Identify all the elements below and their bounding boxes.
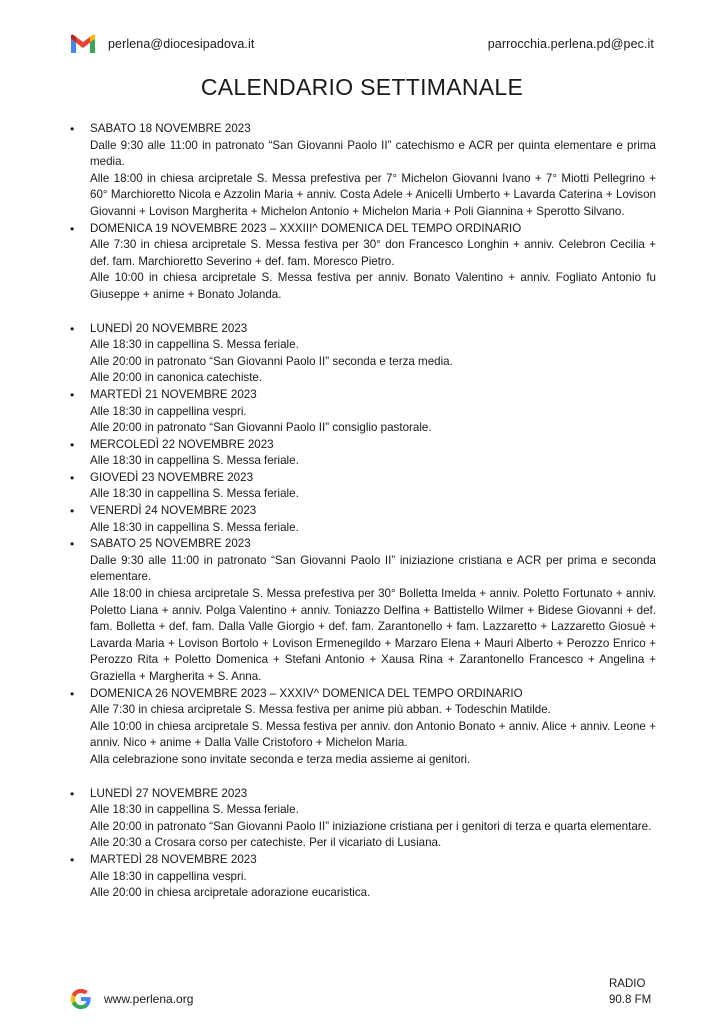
entry-line: Alle 20:30 a Crosara corso per catechiste. Per il vicariato di Lusiana.: [90, 836, 442, 850]
entry-line: Alle 18:30 in cappellina S. Messa feriale.: [90, 454, 299, 468]
email-link-diocesi[interactable]: perlena@diocesipadova.it: [108, 37, 255, 51]
bullet-icon: •: [70, 122, 75, 136]
entry-line: Alle 20:00 in patronato “San Giovanni Paolo II” iniziazione cristiana per i genitori di terza e quarta elementare.: [90, 819, 652, 833]
bullet-icon: •: [70, 686, 75, 701]
bullet-icon: •: [70, 221, 75, 236]
entry-date: MARTEDÌ 28 NOVEMBRE 2023: [90, 852, 257, 866]
radio-info: [609, 976, 651, 1008]
entry-line: Alle 18:30 in cappellina S. Messa feriale.: [90, 520, 299, 534]
entry-date: DOMENICA 26 NOVEMBRE 2023 – XXXIV^ DOMENICA DEL TEMPO ORDINARIO: [90, 686, 523, 700]
entry-date: DOMENICA 19 NOVEMBRE 2023 – XXXIII^ DOMENICA DEL TEMPO ORDINARIO: [90, 221, 522, 235]
entry-line: Alle 20:00 in patronato “San Giovanni Paolo II” seconda e terza media.: [90, 354, 453, 368]
entry-line: Alle 10:00 in chiesa arcipretale S. Messa festiva per anniv. don Antonio Bonato + anniv. Alice + anniv. Leone + anniv. Nico + anime + Dalla Valle Cristoforo + Michelon Maria.: [90, 719, 656, 750]
calendar-entry: [70, 121, 656, 221]
entry-line: Alle 18:30 in cappellina S. Messa feriale.: [90, 338, 299, 352]
entry-line: Alle 20:00 in patronato “San Giovanni Paolo II” consiglio pastorale.: [90, 421, 432, 435]
entry-date: LUNEDÌ 27 NOVEMBRE 2023: [90, 786, 248, 800]
bullet-icon: •: [70, 504, 75, 519]
entry-date: GIOVEDÌ 23 NOVEMBRE 2023: [90, 470, 254, 484]
calendar-entry: [70, 536, 656, 685]
bullet-icon: •: [70, 387, 75, 402]
entry-line: Dalle 9:30 alle 11:00 in patronato “San Giovanni Paolo II” catechismo e ACR per quinta elementare e prima media.: [90, 138, 656, 169]
entry-line: Alle 18:00 in chiesa arcipretale S. Messa prefestiva per 7° Michelon Giovanni Ivano + 7° Miotti Pellegrino + 60° Marchioretto Nicola e Azzolin Maria + anniv. Costa Adele + Anicelli Umberto + Lavarda Caterina + Lovison Giovanni + Lovison Margherita + Michelon Antonio + Michelon Maria + Poli Giannina + Sperotto Silvano.: [90, 171, 656, 218]
entry-line: Alle 18:30 in cappellina vespri.: [90, 404, 247, 418]
entry-line: Alle 18:30 in cappellina S. Messa feriale.: [90, 803, 299, 817]
calendar-entry: [70, 321, 656, 387]
calendar-entry: [70, 686, 656, 769]
bullet-icon: •: [70, 852, 75, 867]
page-title: CALENDARIO SETTIMANALE: [200, 74, 524, 100]
bullet-icon: •: [70, 786, 75, 801]
calendar-list: [70, 121, 656, 902]
bullet-icon: •: [70, 537, 75, 552]
website-link[interactable]: www.perlena.org: [104, 992, 194, 1006]
gmail-icon: [70, 33, 96, 55]
calendar-entry: [70, 221, 656, 304]
entry-line: Alle 20:00 in chiesa arcipretale adorazione eucaristica.: [90, 886, 371, 900]
entry-date: VENERDÌ 24 NOVEMBRE 2023: [90, 504, 257, 518]
calendar-entry: [70, 852, 656, 902]
bullet-icon: •: [70, 437, 75, 452]
entry-line: Alle 18:30 in cappellina S. Messa feriale.: [90, 487, 299, 501]
google-icon: [70, 988, 92, 1010]
entry-date: SABATO 25 NOVEMBRE 2023: [90, 537, 251, 551]
entry-line: Alle 7:30 in chiesa arcipretale S. Messa festiva per anime più abban. + Todeschin Matilde.: [90, 703, 551, 717]
entry-line: Alle 18:00 in chiesa arcipretale S. Messa prefestiva per 30° Bolletta Imelda + anniv. Poletto Fortunato + anniv. Poletto Liana + anniv. Polga Valentino + anniv. Toniazzo Delfina + Battistello Wilmer + Bidese Giovanni + def. fam. Bolletta + def. fam. Dalla Valle Giorgio + def. fam. Zarantonello + fam. Lazzaretto + Lazzaretto Giosuè + Lavarda Maria + Lovison Bortolo + Lovison Ermenegildo + Marzaro Elena + Mauri Alberto + Perozzo Enrico + Perozzo Rita + Poletto Domenica + Stefani Antonio + Xausa Rina + Zarantonello Francesco + Angelina + Graziella + Margherita + S. Anna.: [90, 587, 656, 683]
entry-line: Alle 7:30 in chiesa arcipretale S. Messa festiva per 30° don Francesco Longhin + anniv. Celebron Cecilia + def. fam. Marchioretto Severino + def. fam. Moresco Pietro.: [90, 238, 656, 268]
email-link-pec[interactable]: parrocchia.perlena.pd@pec.it: [487, 37, 654, 51]
entry-date: LUNEDÌ 20 NOVEMBRE 2023: [90, 321, 248, 335]
entry-line: Alla celebrazione sono invitate seconda e terza media assieme ai genitori.: [90, 752, 471, 766]
radio-label: RADIO: [609, 978, 646, 990]
entry-line: Alle 20:00 in canonica catechiste.: [90, 371, 263, 385]
entry-line: Alle 10:00 in chiesa arcipretale S. Messa festiva per anniv. Bonato Valentino + anniv. Fogliato Antonio fu Giuseppe + anime + Bonato Jolanda.: [90, 271, 656, 301]
calendar-entry: [70, 503, 656, 536]
bullet-icon: •: [70, 470, 75, 485]
entry-date: SABATO 18 NOVEMBRE 2023: [90, 122, 251, 135]
entry-date: MARTEDÌ 21 NOVEMBRE 2023: [90, 387, 257, 401]
entry-date: MERCOLEDÌ 22 NOVEMBRE 2023: [90, 437, 274, 451]
bullet-icon: •: [70, 321, 75, 336]
radio-frequency: 90.8 FM: [609, 994, 652, 1006]
header: [70, 33, 654, 57]
entry-line: Alle 18:30 in cappellina vespri.: [90, 869, 247, 883]
entry-line: Dalle 9:30 alle 11:00 in patronato “San Giovanni Paolo II” iniziazione cristiana e ACR per prima e seconda elementare.: [90, 553, 656, 584]
calendar-entry: [70, 470, 656, 503]
calendar-entry: [70, 437, 656, 470]
calendar-entry: [70, 786, 656, 852]
calendar-entry: [70, 387, 656, 437]
